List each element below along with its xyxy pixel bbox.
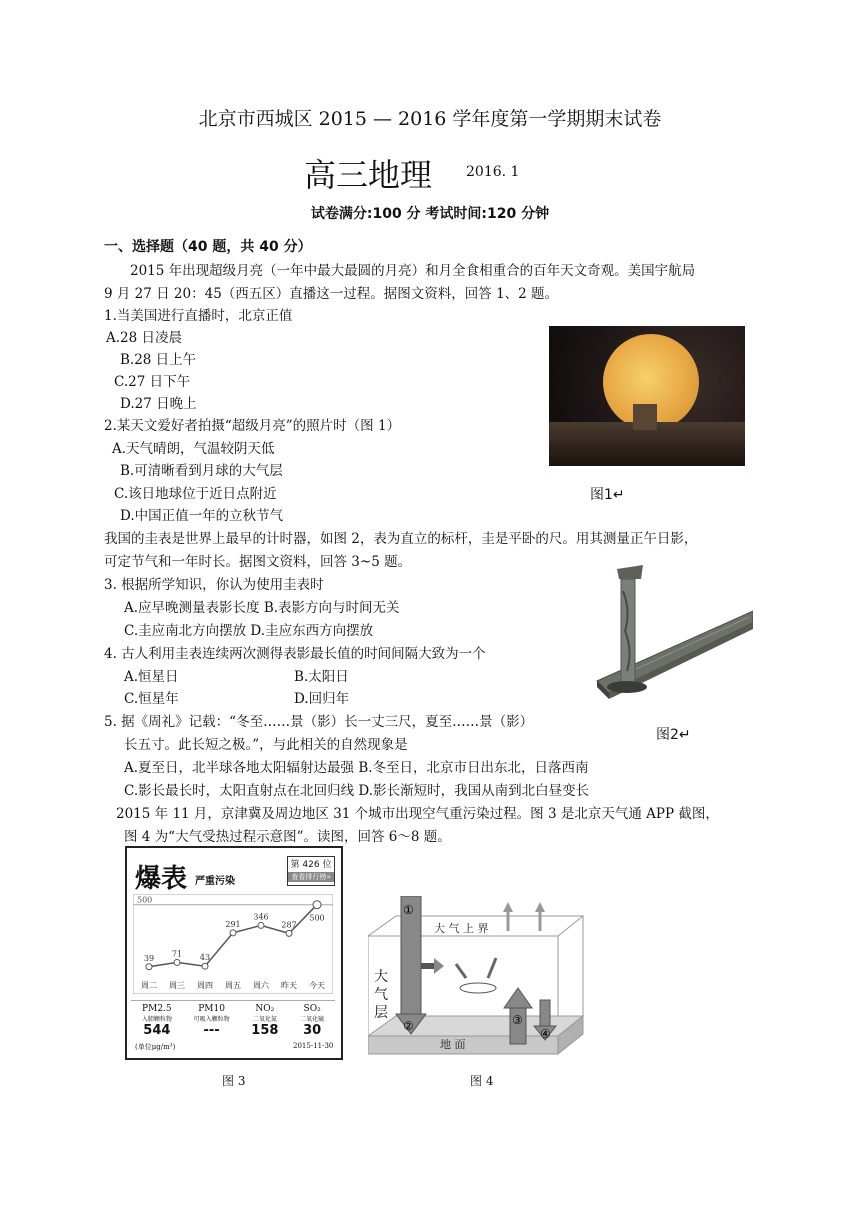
label-4: ④ (540, 1027, 551, 1041)
pollutant-desc: 入肺颗粒物 (141, 1016, 172, 1023)
figure-2-caption: 图2↵ (656, 727, 691, 743)
question-4-option-a: A.恒星日 (124, 669, 179, 685)
pollutant-name: PM10 (198, 1004, 225, 1014)
aqi-value-label: 39 (143, 953, 155, 963)
pollutant-no2 (251, 1004, 278, 1038)
date-label: 2015-11-30 (293, 1042, 334, 1050)
pollutant-value: 544 (143, 1023, 171, 1038)
x-tick-label: 周五 (225, 981, 241, 990)
question-3-stem: 3. 根据所学知识，你认为使用圭表时 (104, 577, 324, 593)
figure-3-air-quality-app (125, 846, 343, 1060)
question-3-options-cd: C.圭应南北方向摆放 D.圭应东西方向摆放 (124, 623, 374, 639)
aqi-point (146, 964, 152, 970)
aqi-point (313, 901, 321, 909)
aqi-value-label: 500 (309, 913, 325, 923)
question-4-option-c: C.恒星年 (124, 691, 179, 707)
pollutant-desc: 可吸入颗粒物 (193, 1016, 230, 1023)
question-5-stem-2: 长五寸。此长短之极。”，与此相关的自然现象是 (124, 737, 408, 753)
subject-title: 高三地理 (304, 156, 433, 194)
figure-1-caption: 图1↵ (590, 487, 625, 503)
label-upper-boundary: 大 气 上 界 (434, 922, 489, 935)
x-tick-label: 昨天 (281, 981, 297, 990)
gridline-500-label: 500 (137, 895, 153, 905)
intro-1-line-1: 2015 年出现超级月亮（一年中最大最圆的月亮）和月全食相重合的百年天文奇观。美国宇航局 (130, 263, 696, 279)
pollutant-pm10 (194, 1004, 230, 1038)
pollutant-divider (131, 1000, 335, 1001)
label-2: ② (403, 1019, 414, 1033)
question-2-option-b: B.可清晰看到月球的大气层 (120, 463, 283, 479)
question-1-stem: 1.当美国进行直播时，北京正值 (104, 308, 293, 324)
label-3: ③ (512, 1013, 523, 1027)
intro-1-line-2: 9 月 27 日 20：45（西五区）直播这一过程。据图文资料，回答 1、2 题。 (104, 286, 559, 302)
aqi-point (258, 922, 264, 928)
aqi-point (202, 963, 208, 969)
pollutant-desc: 二氧化硫 (300, 1016, 325, 1023)
aqi-value-label: 291 (225, 919, 241, 929)
figure-4-atmosphere-heating-diagram (368, 896, 592, 1061)
figure-1-supermoon-photo (549, 326, 745, 466)
question-2-option-d: D.中国正值一年的立秋节气 (120, 508, 284, 524)
x-tick-label: 周四 (197, 981, 213, 990)
aqi-value-label: 346 (253, 912, 269, 922)
aqi-value-label: 71 (171, 949, 183, 959)
exam-info: 试卷满分:100 分 考试时间:120 分钟 (310, 206, 550, 222)
aqi-value-label: 43 (199, 953, 211, 963)
question-2-option-a: A.天气晴朗，气温较阴天低 (112, 441, 275, 457)
pollutant-value: 30 (303, 1023, 322, 1038)
label-1: ① (403, 903, 414, 917)
exam-title: 北京市西城区 2015 — 2016 学年度第一学期期末试卷 (198, 108, 662, 130)
exam-date: 2016. 1 (466, 164, 520, 180)
aqi-point (230, 930, 236, 936)
pollutant-pm25 (142, 1004, 172, 1038)
intro-3-line-2: 图 4 为“大气受热过程示意图”。读图，回答 6～8 题。 (124, 829, 451, 845)
intro-3-line-1: 2015 年 11 月，京津冀及周边地区 31 个城市出现空气重污染过程。图 3 是北京天气通 APP 截图， (116, 806, 719, 822)
pollutant-name: SO₂ (303, 1004, 321, 1014)
x-tick-label: 今天 (309, 981, 325, 990)
castle-tower (633, 404, 657, 430)
x-tick-label: 周二 (141, 981, 157, 990)
question-5-options-ab: A.夏至日，北半球各地太阳辐射达最强 B.冬至日，北京市日出东北，日落西南 (124, 760, 589, 776)
question-1-option-b: B.28 日上午 (120, 352, 197, 368)
question-5-options-cd: C.影长最长时，太阳直射点在北回归线 D.影长渐短时，我国从南到北白昼变长 (124, 783, 590, 799)
label-ground: 地 面 (440, 1038, 466, 1051)
question-5-stem-1: 5. 据《周礼》记载：“冬至……景（影）长一丈三尺，夏至……景（影） (104, 714, 534, 730)
question-1-option-c: C.27 日下午 (114, 374, 191, 390)
aqi-point (174, 959, 180, 965)
figure-4-caption: 图 4 (470, 1074, 494, 1088)
rank-link[interactable]: 查看排行榜» (288, 872, 334, 882)
section-heading: 一、选择题（40 题，共 40 分） (104, 239, 312, 255)
pollutant-name: NO₂ (255, 1004, 275, 1014)
figure-2-guibiao-photo (579, 561, 753, 716)
label-atmosphere: 大气层 (374, 969, 388, 1021)
question-2-option-c: C.该日地球位于近日点附近 (114, 486, 277, 502)
rank-box (287, 856, 335, 886)
pollutant-so2 (300, 1004, 324, 1038)
pollutant-desc: 二氧化氮 (252, 1016, 277, 1023)
intro-2-line-1: 我国的圭表是世界上最早的计时器，如图 2，表为直立的标杆，圭是平卧的尺。用其测量正午日影， (104, 531, 698, 547)
pollutant-value: 158 (251, 1023, 279, 1038)
pollutant-value: --- (203, 1023, 220, 1038)
x-tick-label: 周六 (253, 981, 269, 990)
aqi-line-chart (133, 894, 333, 994)
pollutant-name: PM2.5 (142, 1004, 172, 1014)
question-4-option-d: D.回归年 (294, 691, 350, 707)
aqi-value-label: 287 (281, 920, 297, 930)
question-1-option-d: D.27 日晚上 (120, 396, 197, 412)
aqi-status-subtitle: 严重污染 (195, 876, 235, 887)
aqi-status-title: 爆表 (135, 864, 188, 894)
unit-label: (单位μg/m³) (135, 1043, 176, 1051)
pollutant-row (131, 1004, 335, 1038)
question-4-option-b: B.太阳日 (294, 669, 349, 685)
question-3-options-ab: A.应早晚测量表影长度 B.表影方向与时间无关 (124, 600, 400, 616)
aqi-point (286, 930, 292, 936)
rank-label: 第 426 位 (290, 860, 332, 870)
figure-3-caption: 图 3 (222, 1074, 246, 1088)
question-4-stem: 4. 古人利用圭表连续两次测得表影最长值的时间间隔大致为一个 (104, 646, 486, 662)
intro-2-line-2: 可定节气和一年时长。据图文资料，回答 3~5 题。 (104, 554, 412, 570)
x-tick-label: 周三 (169, 981, 185, 990)
question-1-option-a: A.28 日凌晨 (106, 330, 183, 346)
question-2-stem: 2.某天文爱好者拍摄“超级月亮”的照片时（图 1） (104, 418, 401, 434)
